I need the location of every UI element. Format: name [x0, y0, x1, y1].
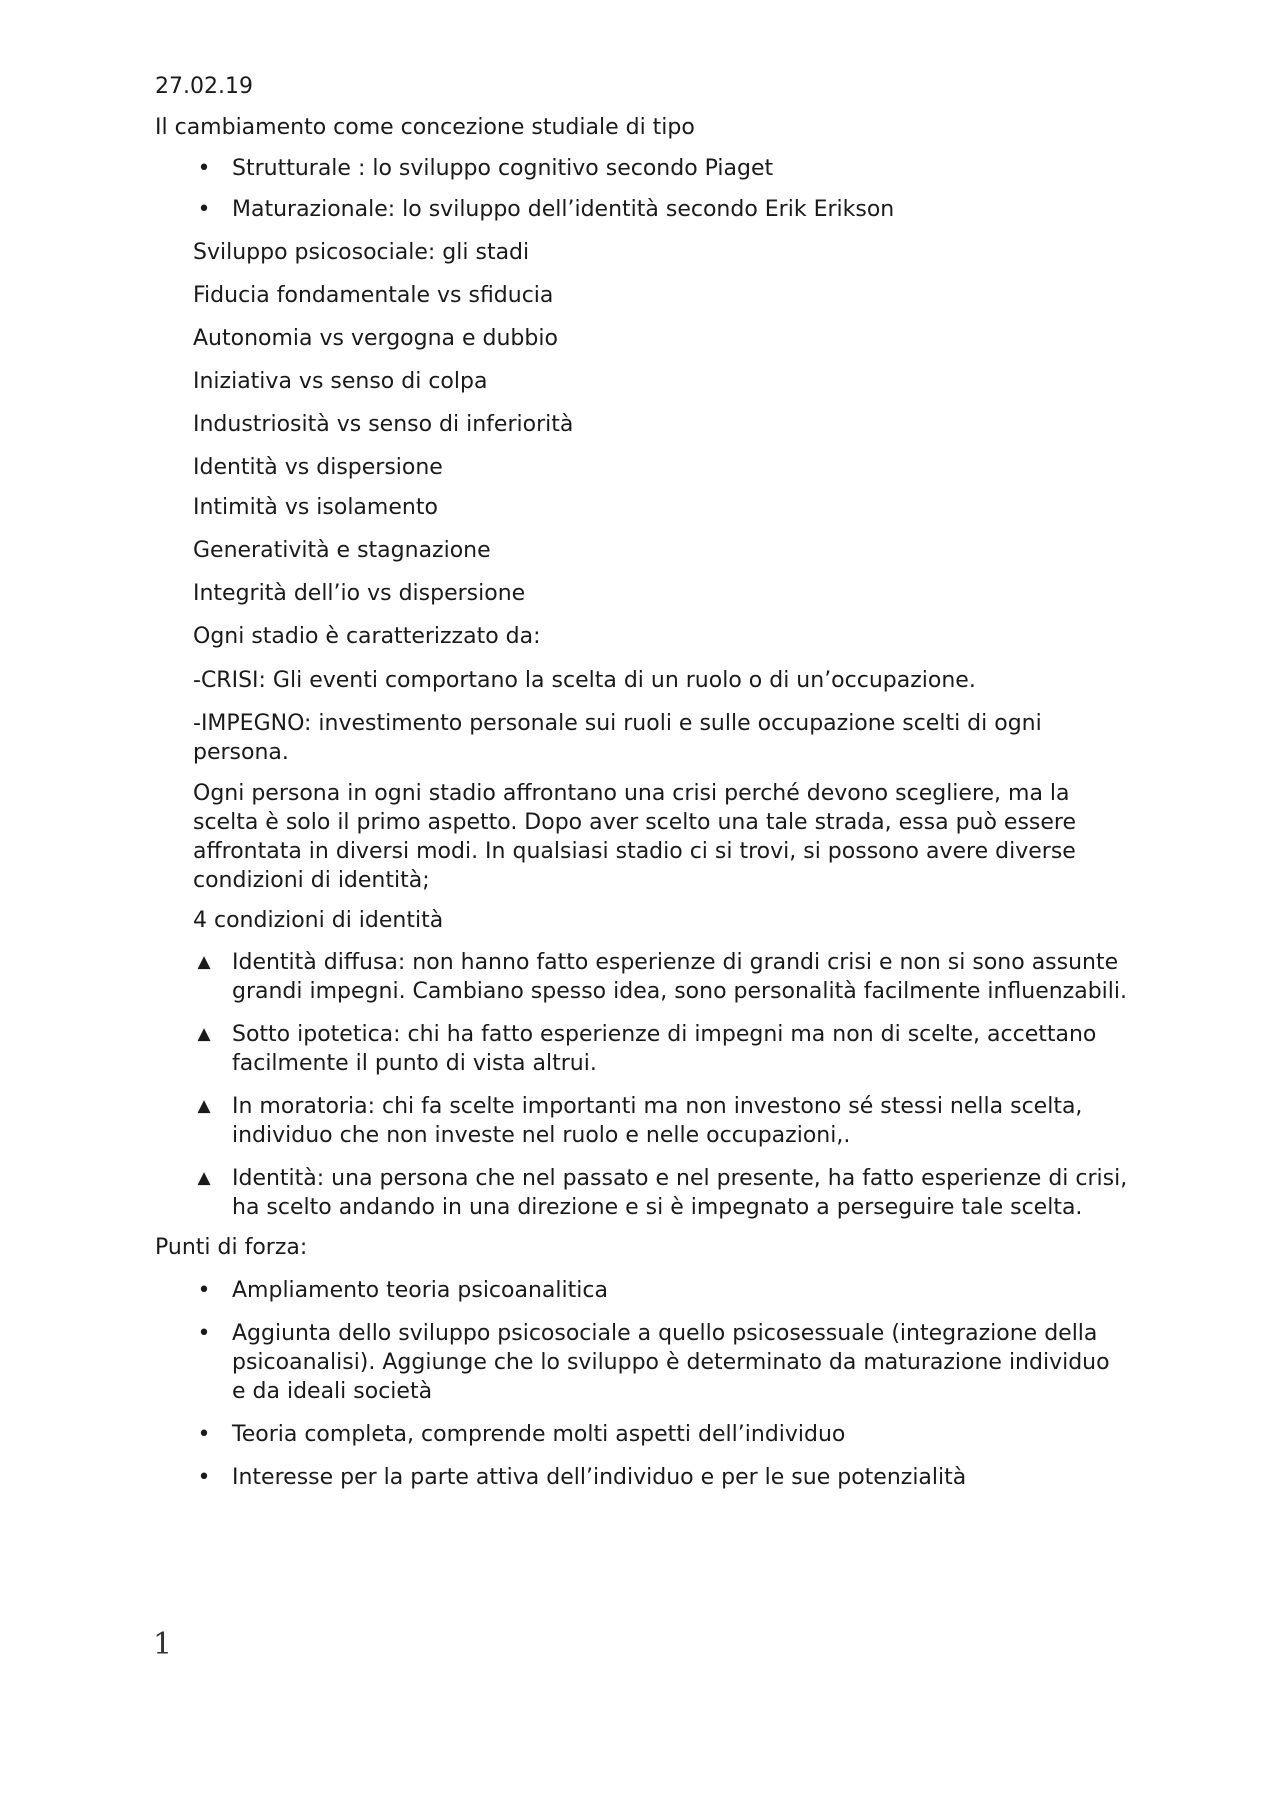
- stages-title: Sviluppo psicosociale: gli stadi: [193, 240, 530, 265]
- intro-line: Il cambiamento come concezione studiale di tipo: [155, 115, 695, 140]
- document-body: [155, 72, 1130, 1506]
- main-paragraph: Ogni persona in ogni stadio affrontano una crisi perché devono scegliere, ma la scelta è solo il primo aspetto. Dopo aver scelto una tale strada, essa può essere affrontata in diversi modi. In qualsiasi stadio ci si trovi, si possono avere diverse condizioni di identità;: [193, 781, 1077, 893]
- list-item: [155, 1092, 1130, 1150]
- list-item: [155, 948, 1130, 1006]
- list-item: [155, 1164, 1130, 1222]
- list-item: [155, 1420, 1130, 1449]
- triangle-bullet-icon: ▲: [197, 1096, 211, 1116]
- crisi-line: -CRISI: Gli eventi comportano la scelta di un ruolo o di un’occupazione.: [193, 668, 976, 693]
- list-item: [155, 195, 1130, 224]
- bullet-icon: •: [197, 1465, 211, 1490]
- triangle-bullet-icon: ▲: [197, 1168, 211, 1188]
- list-item-text: Aggiunta dello sviluppo psicosociale a quello psicosessuale (integrazione della psicoanalisi). Aggiunge che lo sviluppo è determinato da maturazione individuo e da ideali società: [232, 1321, 1110, 1404]
- list-item-text: Maturazionale: lo sviluppo dell’identità secondo Erik Erikson: [232, 197, 895, 222]
- list-item-text: Ampliamento teoria psicoanalitica: [232, 1278, 608, 1303]
- list-item: [155, 1319, 1130, 1406]
- stage-item: Autonomia vs vergogna e dubbio: [193, 326, 558, 351]
- list-item: [155, 1276, 1130, 1305]
- stage-item: Industriosità vs senso di inferiorità: [193, 412, 574, 437]
- stage-item: Generatività e stagnazione: [193, 538, 491, 563]
- list-item-text: In moratoria: chi fa scelte importanti ma non investono sé stessi nella scelta, individuo che non investe nel ruolo e nelle occupazioni,.: [232, 1094, 1083, 1148]
- impegno-line: -IMPEGNO: investimento personale sui ruoli e sulle occupazione scelti di ogni persona.: [193, 711, 1042, 765]
- bullet-icon: •: [197, 156, 211, 181]
- list-item-text: Interesse per la parte attiva dell’individuo e per le sue potenzialità: [232, 1465, 967, 1490]
- bullet-icon: •: [197, 1278, 211, 1303]
- bullet-icon: •: [197, 197, 211, 222]
- bullet-icon: •: [197, 1321, 211, 1346]
- list-item-text: Identità: una persona che nel passato e nel presente, ha fatto esperienze di crisi, ha scelto andando in una direzione e si è impegnato a perseguire tale scelta.: [232, 1166, 1128, 1220]
- list-item-text: Teoria completa, comprende molti aspetti dell’individuo: [232, 1422, 846, 1447]
- stage-item: Fiducia fondamentale vs sfiducia: [193, 283, 554, 308]
- list-item: [155, 154, 1130, 183]
- stage-item: Integrità dell’io vs dispersione: [193, 581, 526, 606]
- list-item: [155, 1020, 1130, 1078]
- list-item-text: Identità diffusa: non hanno fatto esperienze di grandi crisi e non si sono assunte grandi impegni. Cambiano spesso idea, sono personalità facilmente influenzabili.: [232, 950, 1128, 1004]
- conditions-title: 4 condizioni di identità: [193, 908, 444, 933]
- stage-item: Iniziativa vs senso di colpa: [193, 369, 488, 394]
- bullet-icon: •: [197, 1422, 211, 1447]
- triangle-bullet-icon: ▲: [197, 952, 211, 972]
- stage-item: Identità vs dispersione: [193, 455, 443, 480]
- page-number: 1: [153, 1627, 173, 1662]
- date: 27.02.19: [155, 74, 253, 99]
- list-item: [155, 1463, 1130, 1492]
- triangle-bullet-icon: ▲: [197, 1024, 211, 1044]
- list-item-text: Sotto ipotetica: chi ha fatto esperienze di impegni ma non di scelte, accettano facilmente il punto di vista altrui.: [232, 1022, 1097, 1076]
- characterized-line: Ogni stadio è caratterizzato da:: [193, 624, 541, 649]
- list-item-text: Strutturale : lo sviluppo cognitivo secondo Piaget: [232, 156, 774, 181]
- strengths-title: Punti di forza:: [155, 1235, 308, 1260]
- stage-item: Intimità vs isolamento: [193, 495, 438, 520]
